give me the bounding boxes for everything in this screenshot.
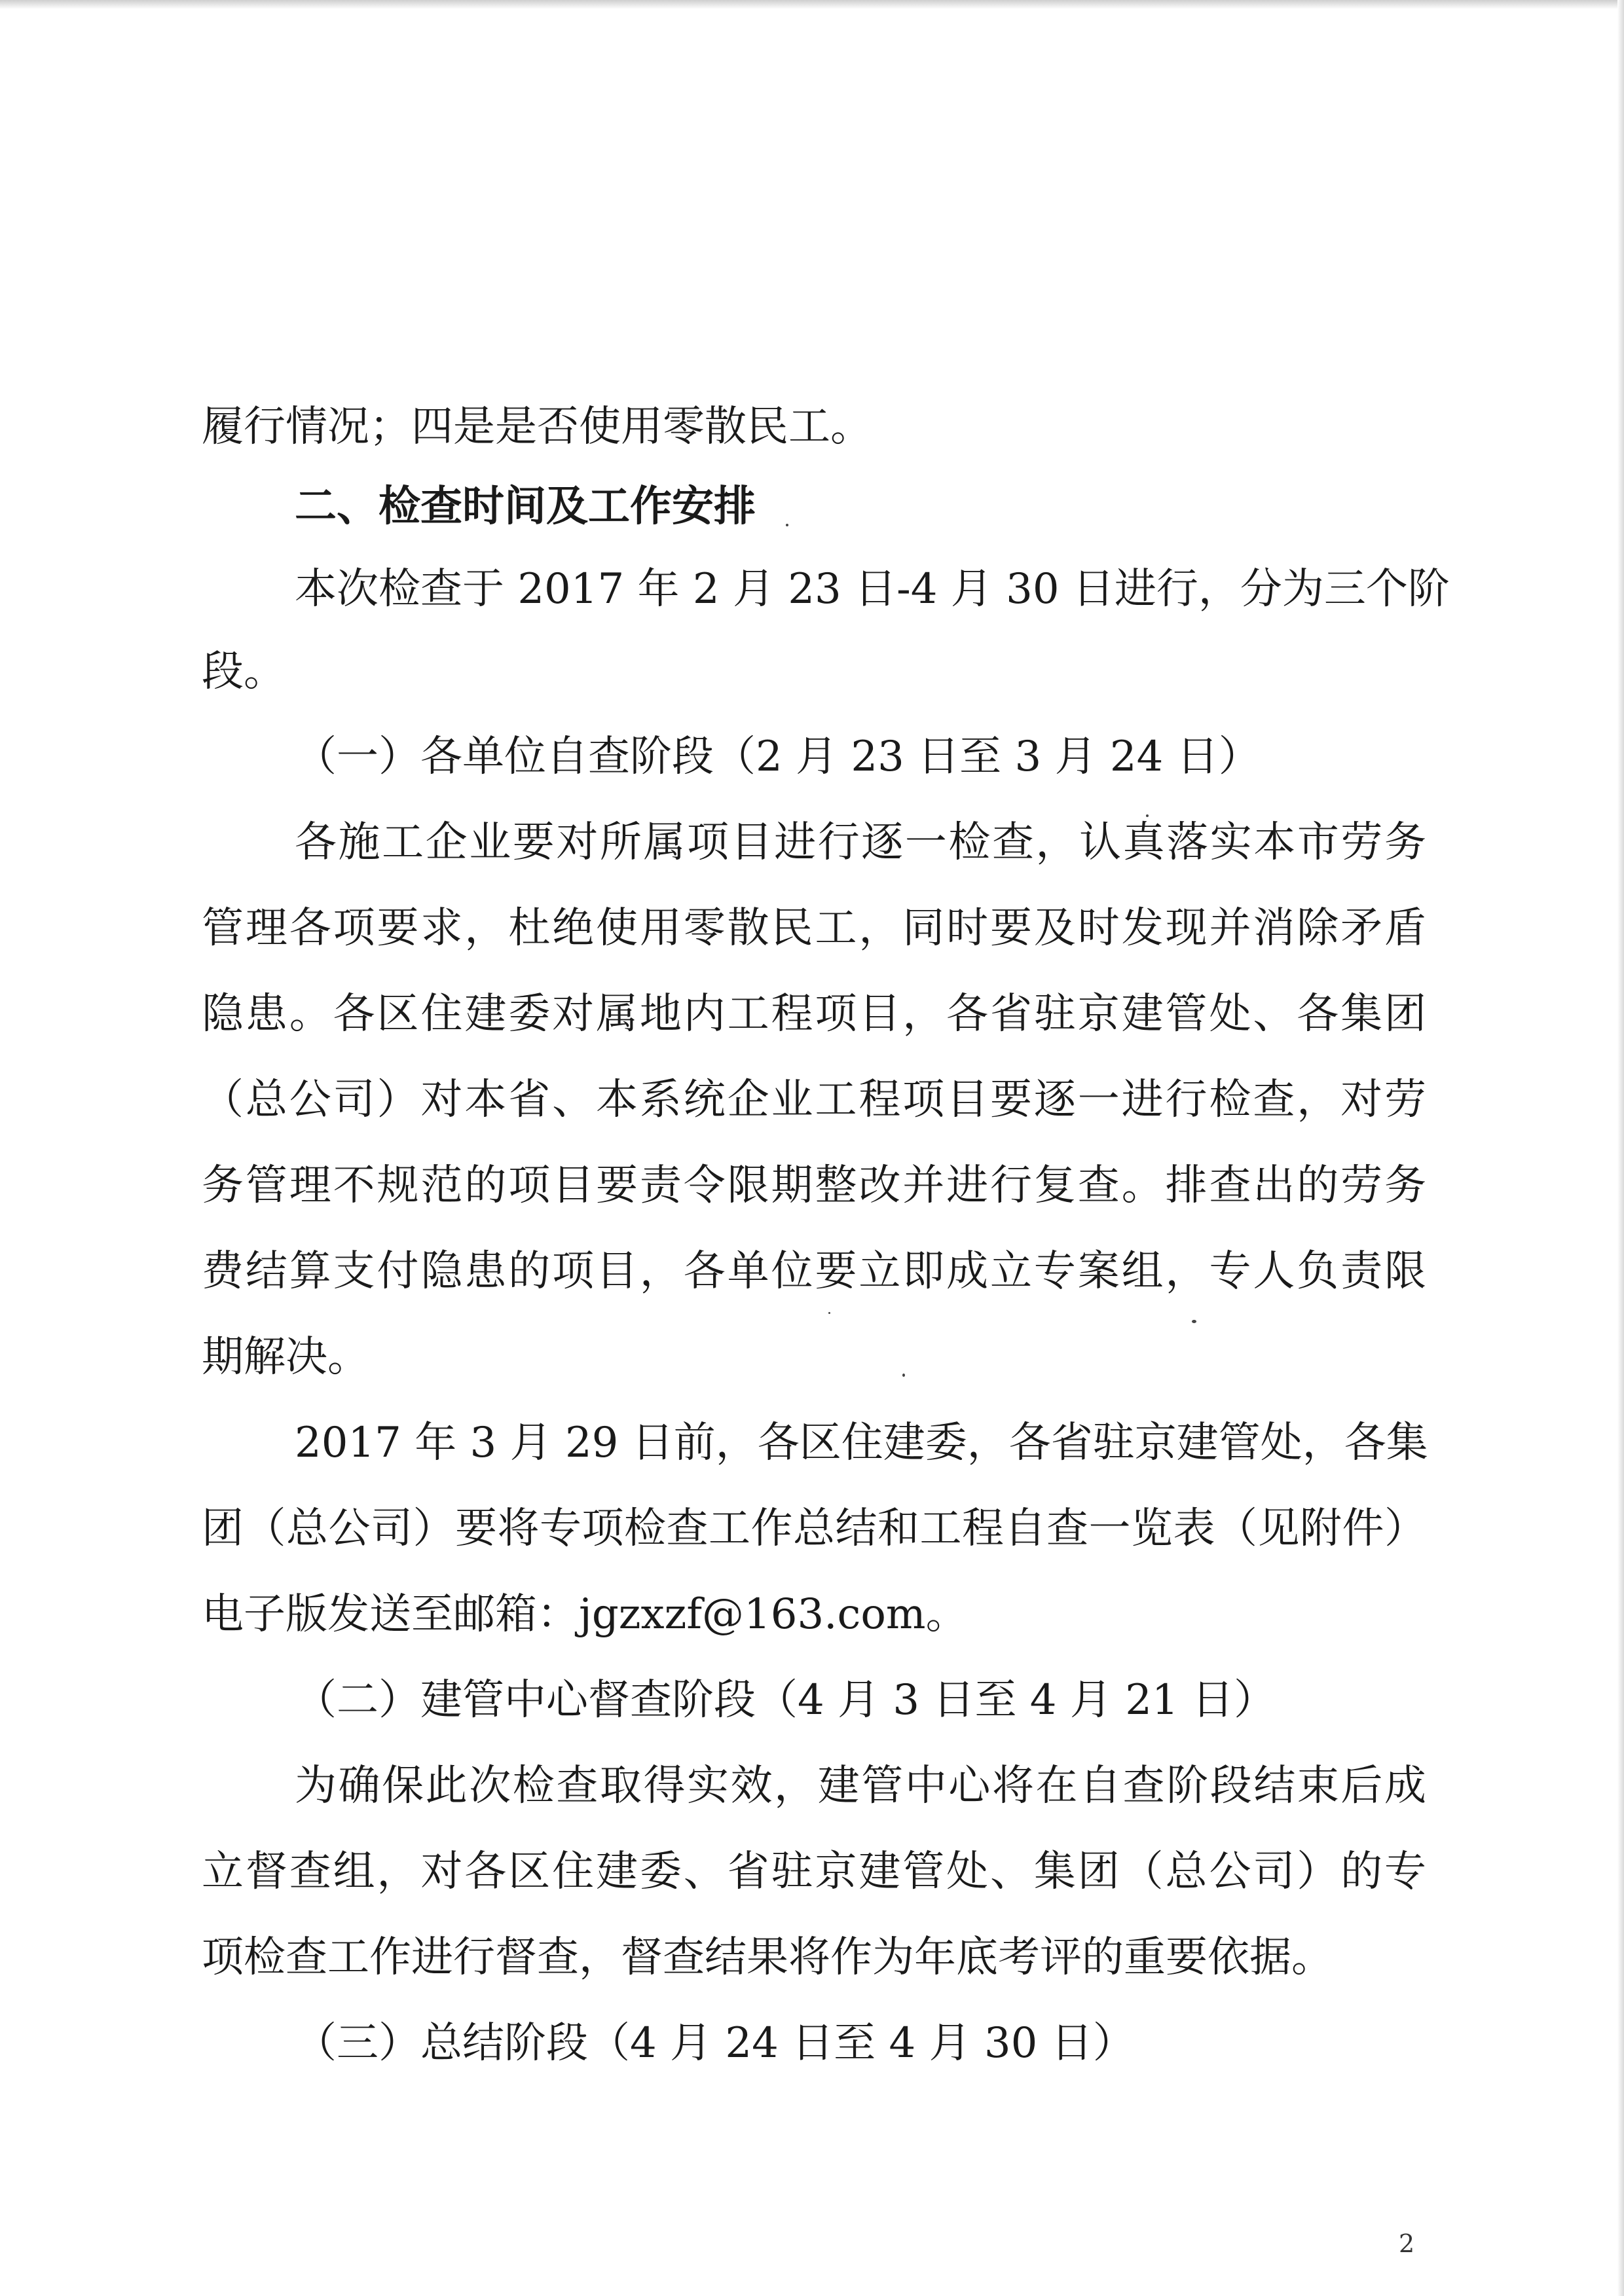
scan-speck bbox=[902, 1374, 905, 1377]
body-line-9: （总公司）对本省、本系统企业工程项目要逐一进行检查，对劳 bbox=[202, 1076, 1426, 1124]
scan-speck bbox=[1146, 814, 1149, 817]
scan-edge-right bbox=[1617, 0, 1624, 2296]
body-line-12: 期解决。 bbox=[202, 1333, 369, 1381]
scan-speck bbox=[786, 524, 788, 526]
body-line-14: 团（总公司）要将专项检查工作总结和工程自查一览表（见附件） bbox=[202, 1504, 1426, 1553]
subsection-heading-3: （三）总结阶段（4 月 24 日至 4 月 30 日） bbox=[295, 2019, 1135, 2068]
body-line-7: 管理各项要求，杜绝使用零散民工，同时要及时发现并消除矛盾 bbox=[202, 904, 1426, 953]
scan-speck bbox=[1192, 1320, 1196, 1323]
subsection-heading-1: （一）各单位自查阶段（2 月 23 日至 3 月 24 日） bbox=[295, 733, 1261, 781]
body-line-1: 履行情况；四是是否使用零散民工。 bbox=[202, 403, 872, 451]
body-line-17: 为确保此次检查取得实效，建管中心将在自查阶段结束后成 bbox=[295, 1762, 1426, 1810]
body-line-15: 电子版发送至邮箱：jgzxzf@163.com。 bbox=[202, 1590, 968, 1639]
body-line-6: 各施工企业要对所属项目进行逐一检查，认真落实本市劳务 bbox=[295, 818, 1426, 867]
subsection-heading-2: （二）建管中心督查阶段（4 月 3 日至 4 月 21 日） bbox=[295, 1676, 1276, 1724]
section-heading-2: 二、检查时间及工作安排 bbox=[295, 483, 756, 531]
body-line-13: 2017 年 3 月 29 日前，各区住建委，各省驻京建管处，各集 bbox=[295, 1419, 1428, 1467]
body-line-18: 立督查组，对各区住建委、省驻京建管处、集团（总公司）的专 bbox=[202, 1848, 1426, 1896]
body-line-4: 段。 bbox=[202, 647, 286, 696]
body-line-19: 项检查工作进行督查，督查结果将作为年底考评的重要依据。 bbox=[202, 1933, 1333, 1982]
body-line-11: 费结算支付隐患的项目，各单位要立即成立专案组，专人负责限 bbox=[202, 1247, 1426, 1296]
scan-edge-top bbox=[0, 0, 1624, 9]
page-number: 2 bbox=[1399, 2229, 1415, 2258]
body-line-3: 本次检查于 2017 年 2 月 23 日-4 月 30 日进行，分为三个阶 bbox=[295, 565, 1450, 613]
body-line-10: 务管理不规范的项目要责令限期整改并进行复查。排查出的劳务 bbox=[202, 1161, 1426, 1210]
scan-speck bbox=[828, 1312, 830, 1314]
body-line-8: 隐患。各区住建委对属地内工程项目，各省驻京建管处、各集团 bbox=[202, 990, 1426, 1038]
